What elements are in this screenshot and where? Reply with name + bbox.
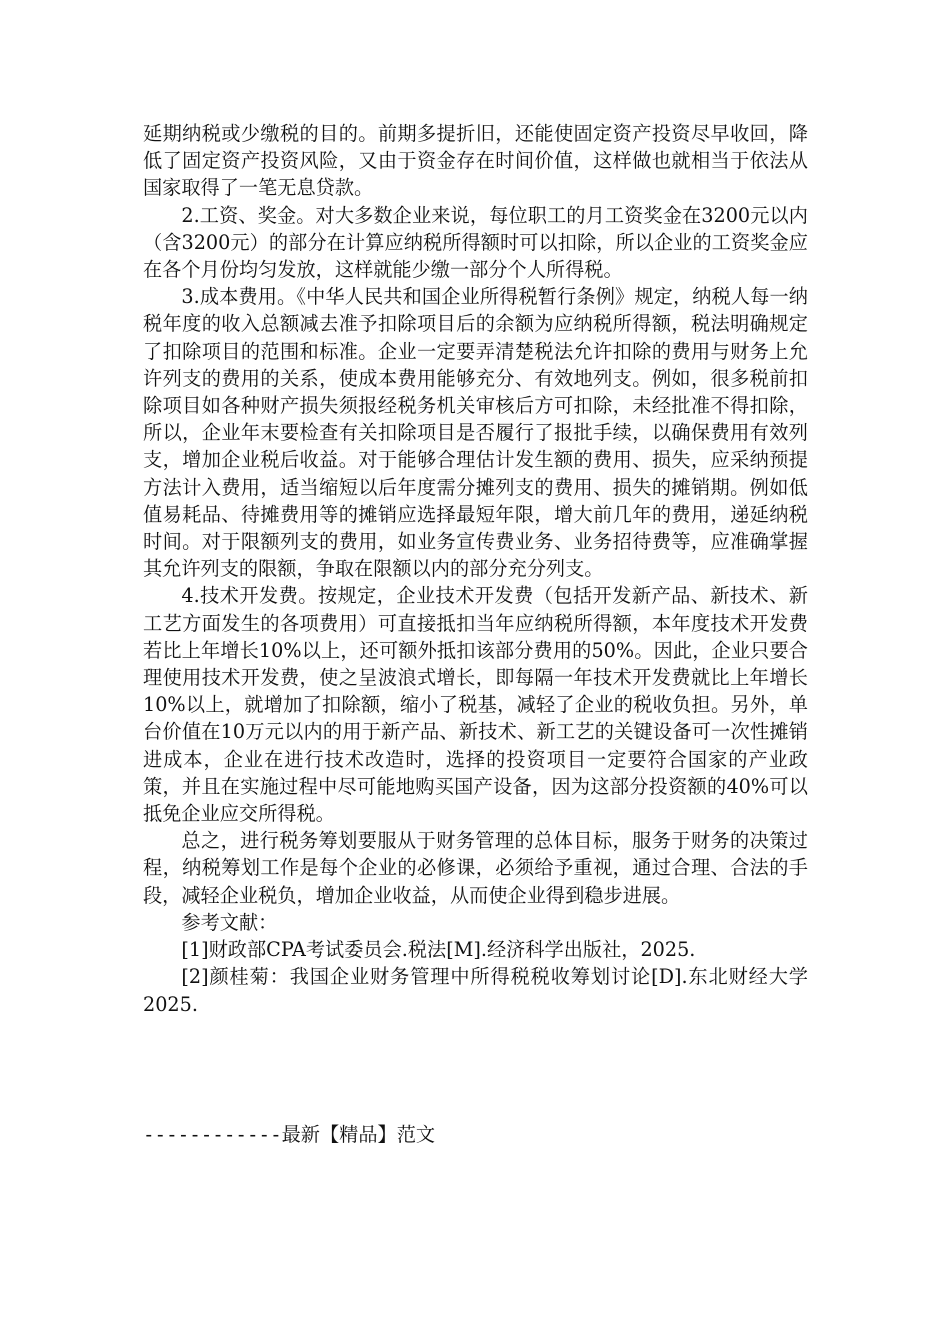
paragraph-wages-bonus: 2.工资、奖金。对大多数企业来说，每位职工的月工资奖金在3200元以内（含3200元）的部分在计算应纳税所得额时可以扣除，所以企业的工资奖金应在各个月份均匀发放，这样就能少缴一部分个人所得税。	[143, 203, 808, 282]
paragraph-depreciation-continued: 延期纳税或少缴税的目的。前期多提折旧，还能使固定资产投资尽早收回，降低了固定资产投资风险，又由于资金存在时间价值，这样做也就相当于依法从国家取得了一笔无息贷款。	[143, 122, 808, 200]
footer-text: 最新【精品】范文	[281, 1123, 436, 1146]
document-body	[143, 120, 808, 1018]
footer-dashes: ------------	[143, 1123, 282, 1146]
paragraph-tech-development: 4.技术开发费。按规定，企业技术开发费（包括开发新产品、新技术、新工艺方面发生的各项费用）可直接抵扣当年应纳税所得额，本年度技术开发费若比上年增长10%以上，还可额外抵扣该部分费用的50%。因此，企业只要合理使用技术开发费，使之呈波浪式增长，即每隔一年技术开发费就比上年增长10%以上，就增加了扣除额，缩小了税基，减轻了企业的税收负担。另外，单台价值在10万元以内的用于新产品、新技术、新工艺的关键设备可一次性摊销进成本，企业在进行技术改造时，选择的投资项目一定要符合国家的产业政策，并且在实施过程中尽可能地购买国产设备，因为这部分投资额的40%可以抵免企业应交所得税。	[143, 584, 808, 826]
references-heading: 参考文献：	[181, 910, 278, 934]
reference-item-2: [2]颜桂菊：我国企业财务管理中所得税税收筹划讨论[D].东北财经大学2025.	[143, 965, 808, 1016]
reference-item-1: [1]财政部CPA考试委员会.税法[M].经济科学出版社，2025.	[181, 938, 696, 962]
paragraph-cost-expenses: 3.成本费用。《中华人民共和国企业所得税暂行条例》规定，纳税人每一纳税年度的收入总额减去准予扣除项目后的余额为应纳税所得额，税法明确规定了扣除项目的范围和标准。企业一定要弄清楚税法允许扣除的费用与财务上允许列支的费用的关系，使成本费用能够充分、有效地列支。例如，很多税前扣除项目如各种财产损失须报经税务机关审核后方可扣除，未经批准不得扣除，所以，企业年末要检查有关扣除项目是否履行了报批手续，以确保费用有效列支，增加企业税后收益。对于能够合理估计发生额的费用、损失，应采纳预提方法计入费用，适当缩短以后年度需分摊列支的费用、损失的摊销期。例如低值易耗品、待摊费用等的摊销应选择最短年限，增大前几年的费用，递延纳税时间。对于限额列支的费用，如业务宣传费业务、业务招待费等，应准确掌握其允许列支的限额，争取在限额以内的部分充分列支。	[143, 285, 808, 581]
paragraph-conclusion: 总之，进行税务筹划要服从于财务管理的总体目标，服务于财务的决策过程，纳税筹划工作是每个企业的必修课，必须给予重视，通过合理、合法的手段，减轻企业税负，增加企业收益，从而使企业得到稳步进展。	[143, 829, 808, 907]
footer-banner	[143, 1121, 435, 1148]
